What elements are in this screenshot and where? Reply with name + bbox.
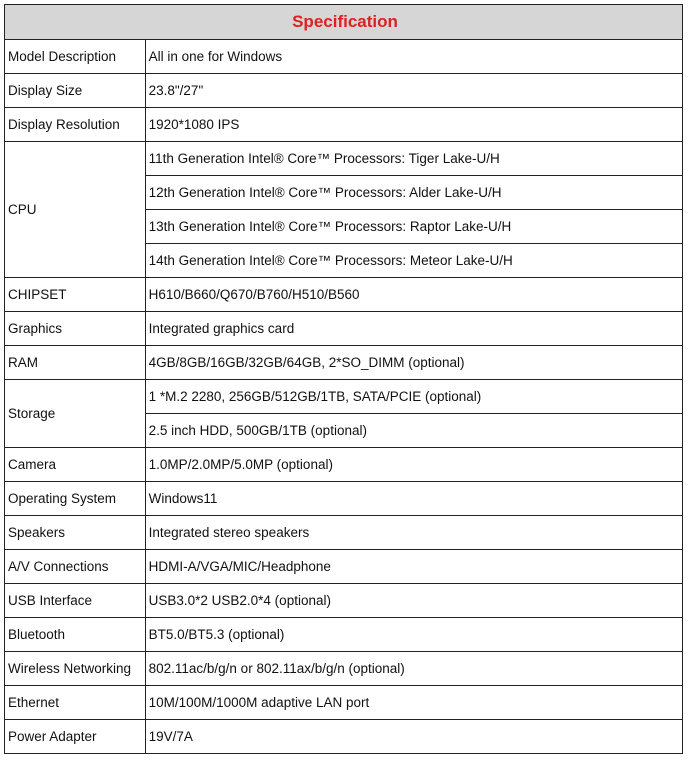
spec-label-camera: Camera [5, 448, 146, 482]
spec-value-ram: 4GB/8GB/16GB/32GB/64GB, 2*SO_DIMM (optional) [145, 346, 682, 380]
spec-value-display-size: 23.8"/27" [145, 74, 682, 108]
table-row [5, 584, 683, 618]
spec-label-ethernet: Ethernet [5, 686, 146, 720]
spec-label-power-adapter: Power Adapter [5, 720, 146, 754]
table-row [5, 448, 683, 482]
spec-label-storage: Storage [5, 380, 146, 448]
table-row [5, 142, 683, 176]
table-row [5, 482, 683, 516]
spec-value-bluetooth: BT5.0/BT5.3 (optional) [145, 618, 682, 652]
table-row [5, 346, 683, 380]
spec-value-cpu: 14th Generation Intel® Core™ Processors: Meteor Lake-U/H [145, 244, 682, 278]
spec-value-storage: 1 *M.2 2280, 256GB/512GB/1TB, SATA/PCIE (optional) [145, 380, 682, 414]
spec-label-graphics: Graphics [5, 312, 146, 346]
spec-label-bluetooth: Bluetooth [5, 618, 146, 652]
spec-value-cpu: 11th Generation Intel® Core™ Processors: Tiger Lake-U/H [145, 142, 682, 176]
table-row [5, 618, 683, 652]
spec-label-wireless-networking: Wireless Networking [5, 652, 146, 686]
spec-value-speakers: Integrated stereo speakers [145, 516, 682, 550]
spec-label-speakers: Speakers [5, 516, 146, 550]
spec-label-ram: RAM [5, 346, 146, 380]
spec-label-operating-system: Operating System [5, 482, 146, 516]
spec-rows [5, 40, 683, 754]
spec-label-a-v-connections: A/V Connections [5, 550, 146, 584]
spec-value-storage: 2.5 inch HDD, 500GB/1TB (optional) [145, 414, 682, 448]
table-row [5, 278, 683, 312]
spec-label-display-resolution: Display Resolution [5, 108, 146, 142]
table-row [5, 312, 683, 346]
spec-label-chipset: CHIPSET [5, 278, 146, 312]
table-row [5, 686, 683, 720]
table-title: Specification [5, 5, 683, 40]
spec-label-model-description: Model Description [5, 40, 146, 74]
spec-value-camera: 1.0MP/2.0MP/5.0MP (optional) [145, 448, 682, 482]
spec-value-model-description: All in one for Windows [145, 40, 682, 74]
spec-value-chipset: H610/B660/Q670/B760/H510/B560 [145, 278, 682, 312]
spec-value-graphics: Integrated graphics card [145, 312, 682, 346]
table-row [5, 516, 683, 550]
spec-value-cpu: 13th Generation Intel® Core™ Processors: Raptor Lake-U/H [145, 210, 682, 244]
spec-label-usb-interface: USB Interface [5, 584, 146, 618]
spec-value-power-adapter: 19V/7A [145, 720, 682, 754]
table-row [5, 74, 683, 108]
table-row [5, 108, 683, 142]
specification-table [4, 4, 683, 754]
title-row [5, 5, 683, 40]
spec-value-ethernet: 10M/100M/1000M adaptive LAN port [145, 686, 682, 720]
spec-label-display-size: Display Size [5, 74, 146, 108]
spec-value-cpu: 12th Generation Intel® Core™ Processors: Alder Lake-U/H [145, 176, 682, 210]
spec-value-display-resolution: 1920*1080 IPS [145, 108, 682, 142]
spec-value-usb-interface: USB3.0*2 USB2.0*4 (optional) [145, 584, 682, 618]
spec-value-a-v-connections: HDMI-A/VGA/MIC/Headphone [145, 550, 682, 584]
table-row [5, 652, 683, 686]
table-row [5, 380, 683, 414]
table-row [5, 720, 683, 754]
spec-label-cpu: CPU [5, 142, 146, 278]
spec-value-operating-system: Windows11 [145, 482, 682, 516]
table-row [5, 40, 683, 74]
spec-value-wireless-networking: 802.11ac/b/g/n or 802.11ax/b/g/n (optional) [145, 652, 682, 686]
table-row [5, 550, 683, 584]
